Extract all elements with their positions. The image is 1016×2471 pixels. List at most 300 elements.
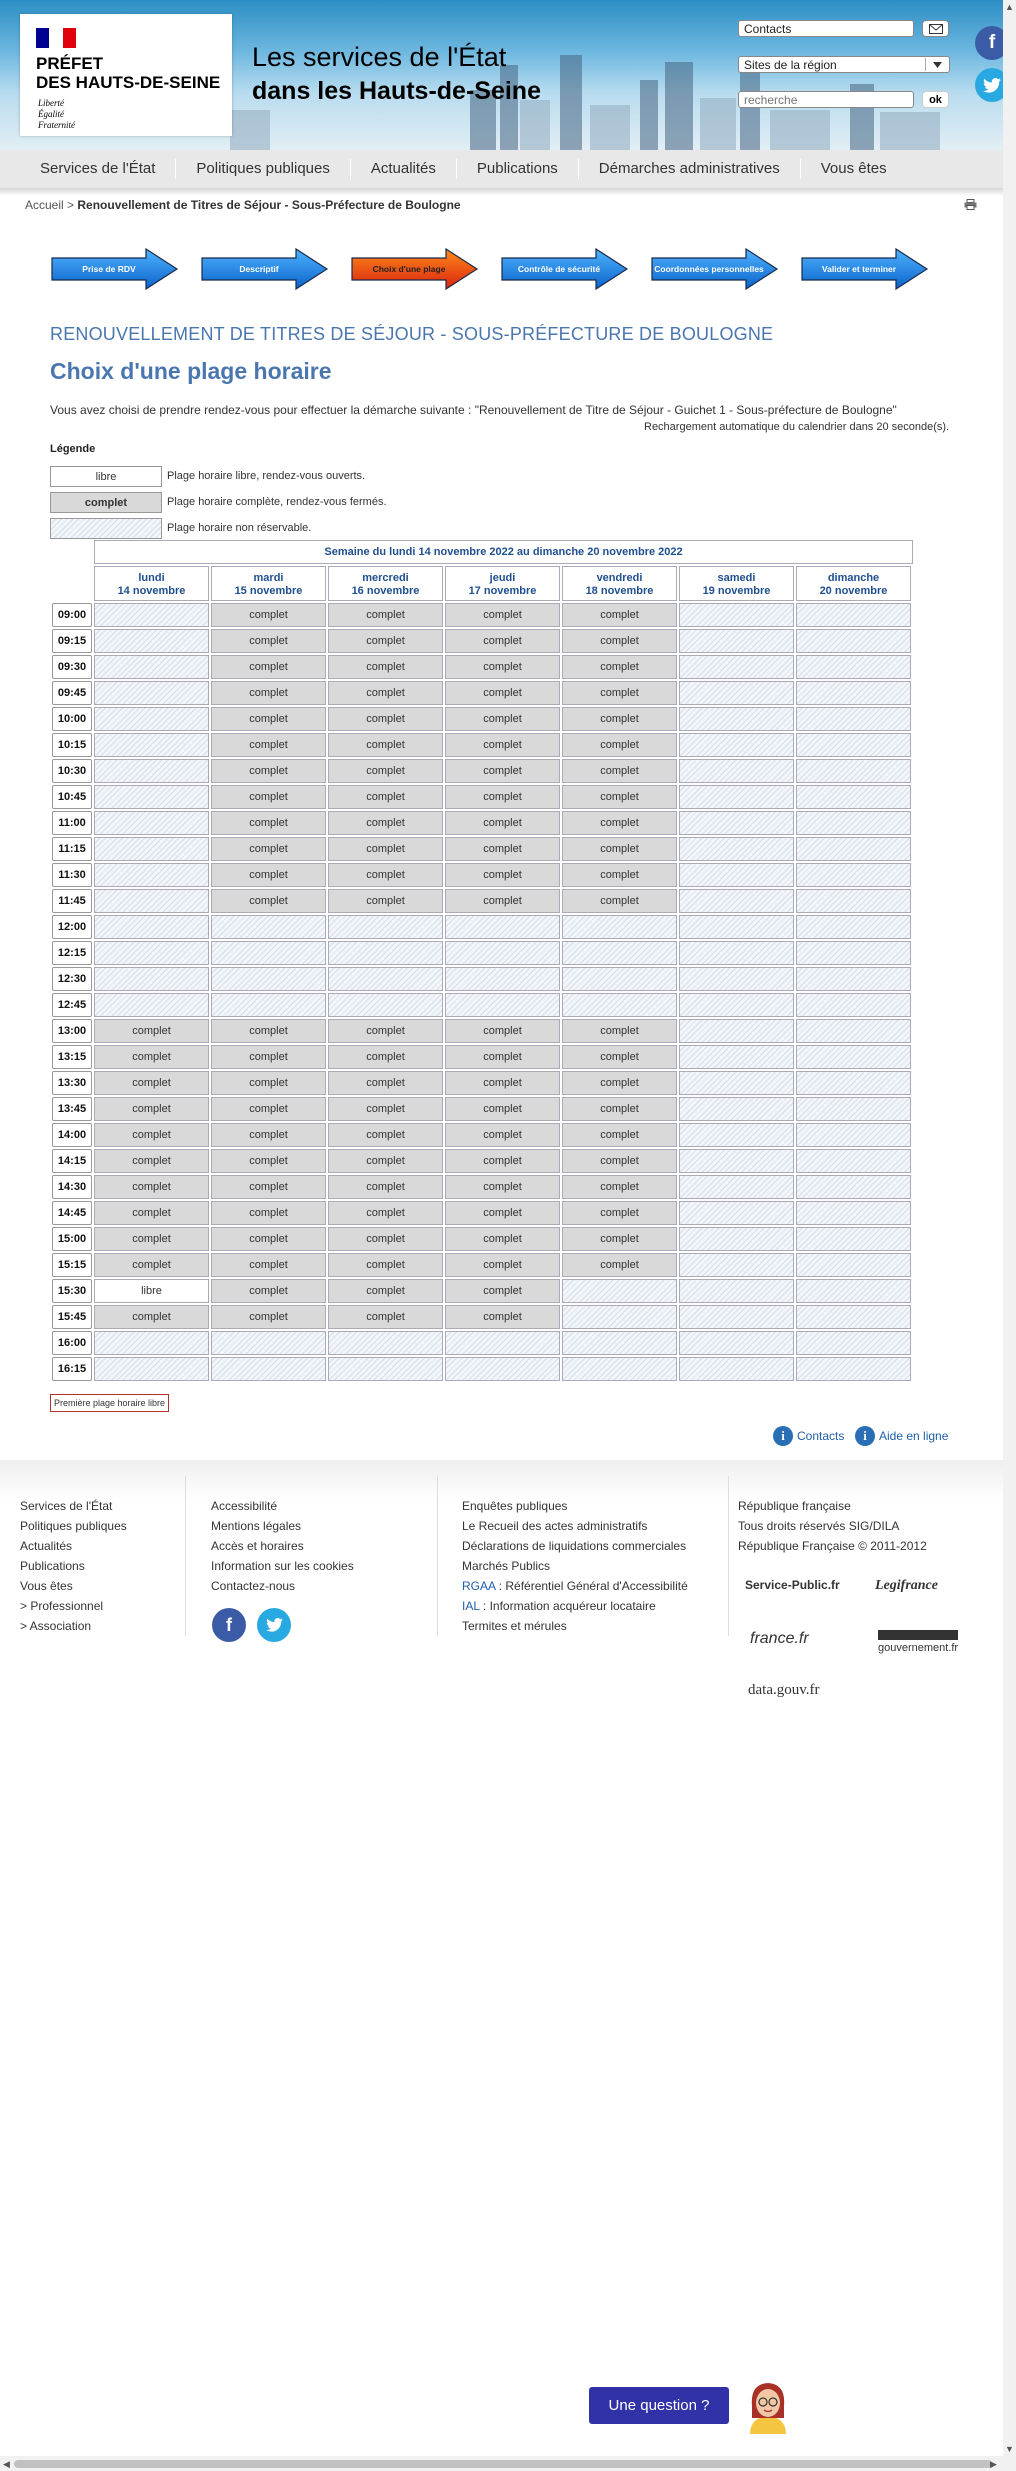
slot-complet: complet — [328, 1305, 443, 1329]
timeslot-row — [50, 1253, 913, 1277]
slot-complet: complet — [94, 1019, 209, 1043]
slot-complet: complet — [445, 863, 560, 887]
slot-unavailable — [796, 811, 911, 835]
step-label: Contrôle de sécurité — [517, 264, 601, 274]
slot-complet: complet — [211, 1045, 326, 1069]
footer-link[interactable]: Marchés Publics — [462, 1559, 551, 1573]
time-label: 16:15 — [52, 1357, 92, 1381]
slot-complet: complet — [445, 1123, 560, 1147]
slot-complet: complet — [211, 1253, 326, 1277]
day-date: 20 novembre — [819, 585, 888, 597]
slot-unavailable — [679, 655, 794, 679]
slot-complet: complet — [445, 1227, 560, 1251]
page-title: Choix d'une plage horaire — [50, 358, 332, 384]
slot-complet: complet — [562, 629, 677, 653]
slot-unavailable — [679, 915, 794, 939]
slot-complet: complet — [445, 759, 560, 783]
slot-complet: complet — [211, 863, 326, 887]
footer-text: République française — [738, 1499, 851, 1513]
slot-complet: complet — [562, 1071, 677, 1095]
footer-link[interactable]: Publications — [20, 1559, 85, 1573]
slot-unavailable — [679, 785, 794, 809]
slot-complet: complet — [445, 1201, 560, 1225]
scroll-right-icon[interactable]: ▶ — [990, 2459, 997, 2469]
info-icon: i — [773, 1426, 793, 1446]
progress-steps — [50, 248, 930, 290]
day-date: 18 novembre — [585, 585, 654, 597]
skyline-decor — [740, 72, 760, 150]
day-header — [445, 566, 560, 601]
nav-list — [0, 150, 1003, 188]
step-2 — [350, 248, 480, 290]
timeslot-row — [50, 733, 913, 757]
timeslot-row — [50, 681, 913, 705]
slot-unavailable — [796, 1201, 911, 1225]
slot-unavailable — [796, 1123, 911, 1147]
time-label: 11:00 — [52, 811, 92, 835]
slot-complet: complet — [211, 837, 326, 861]
slot-complet: complet — [94, 1045, 209, 1069]
slot-unavailable — [211, 1357, 326, 1381]
republic-motto: Liberté Égalité Fraternité — [38, 98, 75, 130]
time-label: 11:45 — [52, 889, 92, 913]
slot-complet: complet — [445, 681, 560, 705]
first-free-slot-button[interactable]: Première plage horaire libre — [50, 1394, 169, 1412]
day-date: 15 novembre — [234, 585, 303, 597]
slot-complet: complet — [328, 863, 443, 887]
contacts-link[interactable]: Contacts — [738, 20, 914, 37]
step-1 — [200, 248, 330, 290]
skyline-decor — [640, 80, 658, 150]
slot-complet: complet — [211, 811, 326, 835]
slot-unavailable — [796, 1279, 911, 1303]
slot-unavailable — [445, 941, 560, 965]
contacts-help-label: Contacts — [797, 1429, 845, 1443]
day-name: jeudi — [489, 572, 516, 584]
facebook-icon[interactable]: f — [975, 26, 1003, 60]
slot-unavailable — [679, 1331, 794, 1355]
timeslot-row — [50, 1123, 913, 1147]
online-help-link[interactable] — [855, 1426, 948, 1446]
rgaa-text: : Référentiel Général d'Accessibilité — [495, 1579, 688, 1593]
slot-unavailable — [94, 915, 209, 939]
slot-unavailable — [562, 1331, 677, 1355]
slot-unavailable — [679, 1071, 794, 1095]
footer-link[interactable]: > Professionnel — [20, 1599, 104, 1613]
slot-complet: complet — [328, 1045, 443, 1069]
data-gouv-logo[interactable]: data.gouv.fr — [748, 1682, 820, 1698]
procedure-title: RENOUVELLEMENT DE TITRES DE SÉJOUR - SOUS-PRÉFECTURE DE BOULOGNE — [50, 324, 774, 344]
timeslot-row — [50, 629, 913, 653]
slot-unavailable — [796, 629, 911, 653]
slot-complet: complet — [211, 1175, 326, 1199]
slot-complet: complet — [328, 1175, 443, 1199]
timeslot-row — [50, 889, 913, 913]
time-label: 14:00 — [52, 1123, 92, 1147]
slot-complet: complet — [445, 1279, 560, 1303]
step-label: Choix d'une plage — [372, 264, 446, 274]
footer-link-ial[interactable] — [462, 1596, 688, 1616]
time-label: 09:45 — [52, 681, 92, 705]
slot-unavailable — [94, 889, 209, 913]
slot-libre[interactable]: libre — [94, 1279, 209, 1303]
slot-complet: complet — [445, 1071, 560, 1095]
slot-unavailable — [679, 1201, 794, 1225]
slot-complet: complet — [328, 1097, 443, 1121]
slot-unavailable — [679, 1123, 794, 1147]
slot-complet: complet — [445, 733, 560, 757]
slot-complet: complet — [94, 1149, 209, 1173]
footer-link[interactable]: Mentions légales — [211, 1519, 302, 1533]
slot-complet: complet — [445, 785, 560, 809]
slot-complet: complet — [562, 759, 677, 783]
reload-countdown: Rechargement automatique du calendrier dans 20 seconde(s). — [644, 421, 950, 433]
footer-link[interactable]: Déclarations de liquidations commerciales — [462, 1539, 687, 1553]
slot-unavailable — [796, 1149, 911, 1173]
time-label: 09:30 — [52, 655, 92, 679]
nav-item-vous-etes[interactable]: Vous êtes — [800, 159, 907, 179]
step-label: Descriptif — [239, 264, 279, 274]
slot-complet: complet — [328, 1123, 443, 1147]
chat-avatar-icon[interactable] — [744, 2378, 792, 2434]
slot-unavailable — [679, 707, 794, 731]
twitter-icon[interactable] — [975, 68, 1003, 102]
slot-complet: complet — [445, 889, 560, 913]
breadcrumb-home[interactable]: Accueil — [25, 198, 64, 212]
contacts-help-link[interactable] — [773, 1426, 844, 1446]
slot-unavailable — [796, 1227, 911, 1251]
ial-abbr: IAL — [462, 1599, 480, 1613]
slot-complet: complet — [211, 785, 326, 809]
slot-complet: complet — [328, 889, 443, 913]
breadcrumb — [25, 198, 461, 212]
timeslot-row — [50, 1149, 913, 1173]
slot-unavailable — [562, 993, 677, 1017]
footer-link[interactable]: Information sur les cookies — [211, 1559, 354, 1573]
slot-complet: complet — [562, 1149, 677, 1173]
skyline-decor — [560, 55, 582, 150]
slot-complet: complet — [562, 889, 677, 913]
slot-unavailable — [679, 1149, 794, 1173]
nav-item-services[interactable]: Services de l'État — [40, 160, 156, 177]
legend-libre-box: libre — [50, 466, 162, 487]
footer-link[interactable]: Le Recueil des actes administratifs — [462, 1519, 648, 1533]
time-label: 15:30 — [52, 1279, 92, 1303]
timeslot-row — [50, 941, 913, 965]
legend-unavailable-text: Plage horaire non réservable. — [167, 522, 312, 534]
slot-complet: complet — [94, 1305, 209, 1329]
footer-link[interactable]: Termites et mérules — [462, 1619, 567, 1633]
skyline-decor — [880, 112, 940, 150]
footer-link[interactable]: Politiques publiques — [20, 1519, 127, 1533]
print-icon[interactable] — [964, 198, 977, 209]
footer-link[interactable]: Services de l'État — [20, 1499, 113, 1513]
footer-link-rgaa[interactable] — [462, 1576, 688, 1596]
slot-unavailable — [94, 785, 209, 809]
slot-unavailable — [679, 993, 794, 1017]
slot-unavailable — [796, 785, 911, 809]
step-4 — [650, 248, 780, 290]
timeslot-row — [50, 785, 913, 809]
timeslot-row — [50, 707, 913, 731]
slot-complet: complet — [445, 1175, 560, 1199]
slot-unavailable — [94, 655, 209, 679]
slot-complet: complet — [562, 837, 677, 861]
search-ok-button[interactable]: ok — [922, 91, 949, 108]
slot-complet: complet — [328, 603, 443, 627]
slot-unavailable — [679, 1357, 794, 1381]
slot-unavailable — [94, 1331, 209, 1355]
slot-complet: complet — [562, 1227, 677, 1251]
timeslot-row — [50, 811, 913, 835]
slot-unavailable — [679, 1097, 794, 1121]
slot-unavailable — [679, 1175, 794, 1199]
nav-item-demarches[interactable]: Démarches administratives — [578, 159, 800, 179]
legifrance-logo[interactable]: Legifrance — [875, 1578, 938, 1593]
slot-unavailable — [94, 707, 209, 731]
skyline-decor — [520, 100, 550, 150]
day-header — [328, 566, 443, 601]
slot-unavailable — [796, 1357, 911, 1381]
footer-link[interactable]: Enquêtes publiques — [462, 1499, 568, 1513]
skyline-decor — [770, 110, 830, 150]
slot-complet: complet — [562, 655, 677, 679]
day-header-row — [94, 566, 913, 601]
slot-complet: complet — [562, 863, 677, 887]
slot-complet: complet — [562, 603, 677, 627]
time-label: 15:15 — [52, 1253, 92, 1277]
skyline-decor — [230, 110, 270, 150]
time-label: 13:15 — [52, 1045, 92, 1069]
slot-unavailable — [94, 733, 209, 757]
time-label: 10:15 — [52, 733, 92, 757]
slot-unavailable — [94, 863, 209, 887]
service-public-logo[interactable]: Service-Public.fr — [745, 1578, 840, 1592]
france-fr-logo[interactable]: france.fr — [750, 1630, 809, 1647]
slot-complet: complet — [562, 1253, 677, 1277]
slot-complet: complet — [211, 1227, 326, 1251]
slot-unavailable — [796, 967, 911, 991]
footer-text: Tous droits réservés SIG/DILA — [738, 1519, 900, 1533]
mail-icon[interactable] — [922, 20, 949, 37]
time-label: 16:00 — [52, 1331, 92, 1355]
slot-complet: complet — [445, 1253, 560, 1277]
region-select[interactable] — [738, 56, 950, 73]
timeslot-row — [50, 1175, 913, 1199]
ial-text: : Information acquéreur locataire — [479, 1599, 656, 1613]
slot-unavailable — [679, 1045, 794, 1069]
time-label: 10:45 — [52, 785, 92, 809]
slot-unavailable — [796, 1019, 911, 1043]
site-title-line2: dans les Hauts-de-Seine — [252, 77, 541, 105]
slot-unavailable — [562, 915, 677, 939]
slot-unavailable — [796, 1071, 911, 1095]
vertical-scrollbar[interactable] — [1003, 0, 1016, 2471]
time-label: 12:45 — [52, 993, 92, 1017]
timeslot-row — [50, 1071, 913, 1095]
timeslot-row — [50, 1045, 913, 1069]
time-label: 12:00 — [52, 915, 92, 939]
legend-unavailable-box — [50, 518, 162, 539]
slot-complet: complet — [562, 1045, 677, 1069]
slot-unavailable — [679, 759, 794, 783]
timeslot-row — [50, 1331, 913, 1355]
slot-complet: complet — [328, 707, 443, 731]
slot-unavailable — [562, 967, 677, 991]
footer-link[interactable]: Vous êtes — [20, 1579, 73, 1593]
footer-divider — [437, 1476, 438, 1636]
day-header — [562, 566, 677, 601]
online-help-label: Aide en ligne — [879, 1429, 949, 1443]
main-nav — [0, 150, 1003, 188]
slot-complet: complet — [211, 1201, 326, 1225]
slot-complet: complet — [562, 785, 677, 809]
slot-complet: complet — [328, 733, 443, 757]
slot-complet: complet — [328, 1149, 443, 1173]
slot-unavailable — [679, 837, 794, 861]
timeslot-row — [50, 967, 913, 991]
day-date: 14 novembre — [117, 585, 186, 597]
slot-unavailable — [796, 603, 911, 627]
slot-complet: complet — [211, 629, 326, 653]
slot-unavailable — [328, 993, 443, 1017]
slot-unavailable — [445, 1357, 560, 1381]
slot-complet: complet — [445, 1305, 560, 1329]
day-date: 17 novembre — [468, 585, 537, 597]
slot-unavailable — [679, 629, 794, 653]
slot-unavailable — [796, 681, 911, 705]
slot-complet: complet — [211, 1279, 326, 1303]
time-label: 13:30 — [52, 1071, 92, 1095]
timeslot-row — [50, 1227, 913, 1251]
slot-complet: complet — [328, 681, 443, 705]
site-title-line1: Les services de l'État — [252, 42, 507, 72]
slot-unavailable — [211, 915, 326, 939]
slot-complet: complet — [328, 1019, 443, 1043]
breadcrumb-separator: > — [67, 198, 75, 212]
slot-unavailable — [562, 1357, 677, 1381]
slot-unavailable — [679, 811, 794, 835]
slot-unavailable — [679, 1253, 794, 1277]
search-input[interactable] — [738, 91, 914, 108]
nav-item-politiques[interactable]: Politiques publiques — [175, 159, 349, 179]
time-label: 15:00 — [52, 1227, 92, 1251]
slot-unavailable — [796, 889, 911, 913]
time-label: 11:15 — [52, 837, 92, 861]
timeslot-row — [50, 1097, 913, 1121]
legend-complet-text: Plage horaire complète, rendez-vous fermés. — [167, 496, 387, 508]
prefecture-logo[interactable] — [20, 14, 232, 136]
day-header — [796, 566, 911, 601]
slot-complet: complet — [445, 1019, 560, 1043]
timeslot-row — [50, 863, 913, 887]
slot-complet: complet — [562, 811, 677, 835]
slot-unavailable — [94, 967, 209, 991]
slot-complet: complet — [211, 1123, 326, 1147]
slot-complet: complet — [328, 1253, 443, 1277]
slot-complet: complet — [94, 1253, 209, 1277]
intro-text: Vous avez choisi de prendre rendez-vous pour effectuer la démarche suivante : "Renouvellement de Titre de Séjour - Guichet 1 - Sous-préfecture de Boulogne" — [50, 403, 897, 417]
slot-unavailable — [679, 1019, 794, 1043]
chevron-down-icon — [925, 58, 949, 71]
slot-complet: complet — [445, 1097, 560, 1121]
timeslot-row — [50, 603, 913, 627]
scroll-left-icon[interactable]: ◀ — [3, 2459, 10, 2469]
slot-complet: complet — [211, 681, 326, 705]
slot-unavailable — [562, 1305, 677, 1329]
slot-complet: complet — [211, 1097, 326, 1121]
day-name: samedi — [717, 572, 756, 584]
footer-link[interactable]: Contactez-nous — [211, 1579, 296, 1593]
footer-link[interactable]: Accessibilité — [211, 1499, 278, 1513]
footer-link[interactable]: > Association — [20, 1619, 92, 1633]
day-name: mardi — [253, 572, 284, 584]
slot-complet: complet — [562, 1097, 677, 1121]
slot-unavailable — [445, 1331, 560, 1355]
timeslot-row — [50, 1201, 913, 1225]
slot-complet: complet — [328, 655, 443, 679]
timeslot-row — [50, 1279, 913, 1303]
step-3 — [500, 248, 630, 290]
time-label: 09:00 — [52, 603, 92, 627]
time-label: 15:45 — [52, 1305, 92, 1329]
slot-unavailable — [328, 1357, 443, 1381]
slot-unavailable — [796, 1097, 911, 1121]
timeslot-row — [50, 837, 913, 861]
slot-complet: complet — [562, 1123, 677, 1147]
slot-complet: complet — [445, 603, 560, 627]
gouvernement-logo[interactable]: gouvernement.fr — [878, 1630, 958, 1660]
scroll-up-icon[interactable]: ▲ — [1005, 2, 1014, 12]
time-label: 12:15 — [52, 941, 92, 965]
slot-complet: complet — [562, 1019, 677, 1043]
time-label: 13:45 — [52, 1097, 92, 1121]
timeslot-row — [50, 655, 913, 679]
slot-unavailable — [328, 1331, 443, 1355]
slot-unavailable — [211, 1331, 326, 1355]
twitter-icon[interactable] — [257, 1608, 291, 1642]
slot-complet: complet — [562, 1175, 677, 1199]
day-name: dimanche — [827, 572, 880, 584]
slot-unavailable — [445, 915, 560, 939]
timeslot-row — [50, 759, 913, 783]
day-date: 19 novembre — [702, 585, 771, 597]
day-header — [679, 566, 794, 601]
slot-unavailable — [796, 1331, 911, 1355]
question-chat-button[interactable]: Une question ? — [589, 2387, 729, 2424]
nav-item-actualites[interactable]: Actualités — [350, 159, 456, 179]
slot-complet: complet — [211, 1019, 326, 1043]
scroll-down-icon[interactable]: ▼ — [1005, 2444, 1014, 2454]
slot-unavailable — [679, 733, 794, 757]
time-label: 10:30 — [52, 759, 92, 783]
slot-unavailable — [679, 1305, 794, 1329]
skyline-decor — [590, 105, 630, 150]
slot-unavailable — [796, 759, 911, 783]
slot-unavailable — [94, 1357, 209, 1381]
nav-item-publications[interactable]: Publications — [456, 159, 578, 179]
slot-unavailable — [796, 733, 911, 757]
slot-unavailable — [679, 941, 794, 965]
footer-link[interactable]: Actualités — [20, 1539, 73, 1553]
horizontal-scroll-thumb[interactable] — [14, 2460, 992, 2468]
slot-complet: complet — [94, 1175, 209, 1199]
slot-complet: complet — [211, 707, 326, 731]
slot-complet: complet — [94, 1201, 209, 1225]
facebook-icon[interactable]: f — [212, 1608, 246, 1642]
slot-complet: complet — [211, 1071, 326, 1095]
footer-link[interactable]: Accès et horaires — [211, 1539, 304, 1553]
